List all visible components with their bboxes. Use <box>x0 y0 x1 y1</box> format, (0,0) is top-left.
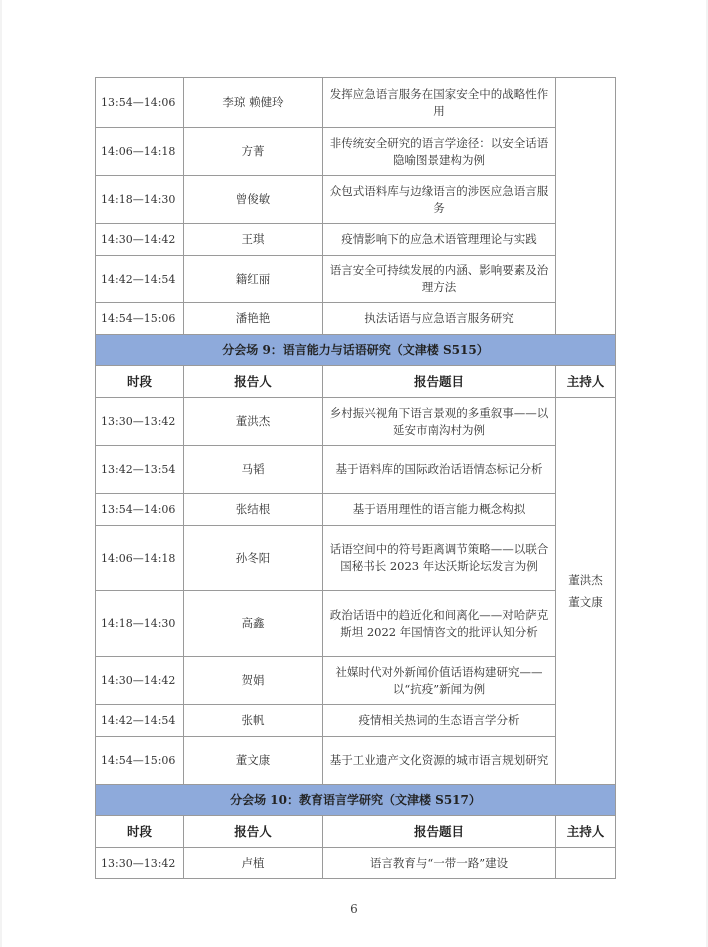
column-header-row <box>96 816 616 848</box>
table-row <box>96 737 616 785</box>
speaker: 王琪 <box>184 224 323 256</box>
report-title: 基于语用理性的语言能力概念构拟 <box>323 494 556 526</box>
host-cell: 董洪杰 董文康 <box>556 398 616 785</box>
session-9-header <box>96 335 616 366</box>
time-slot: 14:18—14:30 <box>96 591 184 657</box>
page-number: 6 <box>350 902 358 916</box>
time-slot: 14:06—14:18 <box>96 128 184 176</box>
table-row <box>96 705 616 737</box>
report-title: 疫情影响下的应急术语管理理论与实践 <box>323 224 556 256</box>
time-slot: 14:54—15:06 <box>96 737 184 785</box>
table-row <box>96 398 616 446</box>
report-title: 基于语料库的国际政治话语情态标记分析 <box>323 446 556 494</box>
speaker: 张结根 <box>184 494 323 526</box>
table-row <box>96 657 616 705</box>
speaker: 潘艳艳 <box>184 303 323 335</box>
time-slot: 14:42—14:54 <box>96 256 184 303</box>
report-title: 疫情相关热词的生态语言学分析 <box>323 705 556 737</box>
header-speaker: 报告人 <box>184 366 323 398</box>
report-title: 执法话语与应急语言服务研究 <box>323 303 556 335</box>
speaker: 高鑫 <box>184 591 323 657</box>
time-slot: 14:18—14:30 <box>96 176 184 224</box>
table-row <box>96 78 616 128</box>
table-row <box>96 848 616 879</box>
speaker: 卢植 <box>184 848 323 879</box>
table-row <box>96 591 616 657</box>
speaker: 孙冬阳 <box>184 526 323 591</box>
time-slot: 13:30—13:42 <box>96 398 184 446</box>
header-speaker: 报告人 <box>184 816 323 848</box>
header-host: 主持人 <box>556 366 616 398</box>
speaker: 张帆 <box>184 705 323 737</box>
header-time: 时段 <box>96 816 184 848</box>
report-title: 众包式语料库与边缘语言的涉医应急语言服务 <box>323 176 556 224</box>
time-slot: 13:54—14:06 <box>96 78 184 128</box>
report-title: 话语空间中的符号距离调节策略——以联合国秘书长 2023 年达沃斯论坛发言为例 <box>323 526 556 591</box>
time-slot: 14:42—14:54 <box>96 705 184 737</box>
time-slot: 14:06—14:18 <box>96 526 184 591</box>
report-title: 基于工业遗产文化资源的城市语言规划研究 <box>323 737 556 785</box>
time-slot: 14:30—14:42 <box>96 657 184 705</box>
table-row <box>96 176 616 224</box>
report-title: 语言安全可持续发展的内涵、影响要素及治理方法 <box>323 256 556 303</box>
report-title: 乡村振兴视角下语言景观的多重叙事——以延安市南沟村为例 <box>323 398 556 446</box>
report-title: 发挥应急语言服务在国家安全中的战略性作用 <box>323 78 556 128</box>
time-slot: 13:42—13:54 <box>96 446 184 494</box>
header-title: 报告题目 <box>323 816 556 848</box>
report-title: 非传统安全研究的语言学途径：以安全话语隐喻图景建构为例 <box>323 128 556 176</box>
column-header-row <box>96 366 616 398</box>
speaker: 曾俊敏 <box>184 176 323 224</box>
report-title: 政治话语中的趋近化和间离化——对哈萨克斯坦 2022 年国情咨文的批评认知分析 <box>323 591 556 657</box>
host-cell <box>556 78 616 335</box>
document-page <box>2 0 706 947</box>
schedule-table <box>95 77 616 879</box>
table-row <box>96 256 616 303</box>
header-time: 时段 <box>96 366 184 398</box>
header-title: 报告题目 <box>323 366 556 398</box>
header-host: 主持人 <box>556 816 616 848</box>
speaker: 贺娟 <box>184 657 323 705</box>
table-row <box>96 303 616 335</box>
report-title: 社媒时代对外新闻价值话语构建研究——以“抗疫”新闻为例 <box>323 657 556 705</box>
speaker: 马韬 <box>184 446 323 494</box>
table-row <box>96 494 616 526</box>
speaker: 籍红丽 <box>184 256 323 303</box>
time-slot: 13:30—13:42 <box>96 848 184 879</box>
table-row <box>96 224 616 256</box>
report-title: 语言教育与“一带一路”建设 <box>323 848 556 879</box>
session-10-header <box>96 785 616 816</box>
time-slot: 13:54—14:06 <box>96 494 184 526</box>
table-row <box>96 526 616 591</box>
speaker: 李琼 赖健玲 <box>184 78 323 128</box>
speaker: 董文康 <box>184 737 323 785</box>
time-slot: 14:30—14:42 <box>96 224 184 256</box>
time-slot: 14:54—15:06 <box>96 303 184 335</box>
session-title: 分会场 9：语言能力与话语研究（文津楼 S515） <box>96 335 616 366</box>
table-row <box>96 446 616 494</box>
speaker: 方菁 <box>184 128 323 176</box>
session-title: 分会场 10：教育语言学研究（文津楼 S517） <box>96 785 616 816</box>
speaker: 董洪杰 <box>184 398 323 446</box>
host-cell <box>556 848 616 879</box>
table-row <box>96 128 616 176</box>
